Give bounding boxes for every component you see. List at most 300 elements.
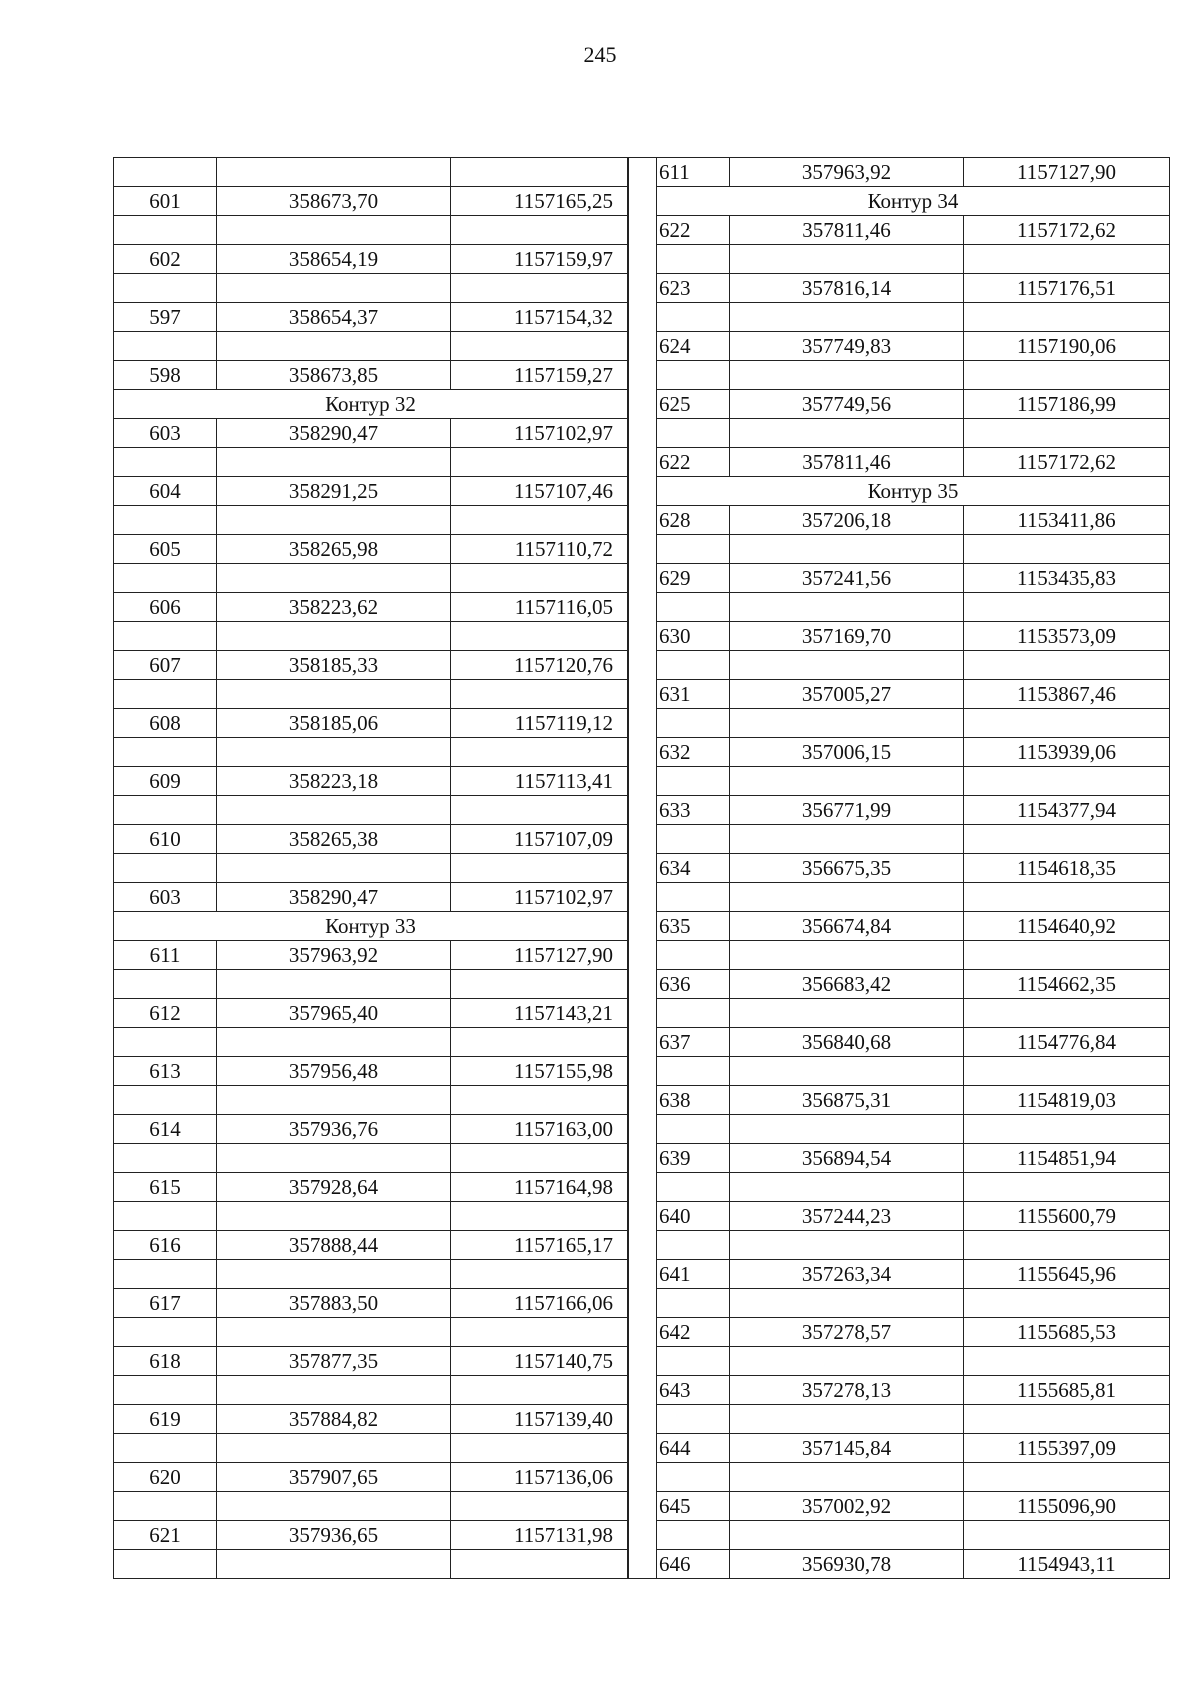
point-number-cell: 613 — [114, 1057, 217, 1086]
point-number-cell — [657, 535, 730, 564]
point-number-cell: 634 — [657, 854, 730, 883]
y-coordinate-cell — [451, 1202, 628, 1231]
point-number-cell: 629 — [657, 564, 730, 593]
point-number-cell — [657, 999, 730, 1028]
table-row — [114, 709, 628, 738]
point-number-cell — [114, 1318, 217, 1347]
point-number-cell: 612 — [114, 999, 217, 1028]
x-coordinate-cell: 357956,48 — [217, 1057, 451, 1086]
y-coordinate-cell — [451, 1434, 628, 1463]
x-coordinate-cell: 357811,46 — [730, 448, 964, 477]
point-number-cell — [114, 854, 217, 883]
point-number-cell — [114, 1376, 217, 1405]
point-number-cell: 618 — [114, 1347, 217, 1376]
x-coordinate-cell — [217, 506, 451, 535]
table-row — [657, 1492, 1170, 1521]
y-coordinate-cell: 1157116,05 — [451, 593, 628, 622]
table-row — [657, 709, 1170, 738]
x-coordinate-cell: 356930,78 — [730, 1550, 964, 1579]
table-row — [114, 564, 628, 593]
point-number-cell — [114, 970, 217, 999]
point-number-cell — [657, 1115, 730, 1144]
point-number-cell — [114, 1550, 217, 1579]
point-number-cell: 622 — [657, 448, 730, 477]
table-row — [114, 680, 628, 709]
table-row — [114, 419, 628, 448]
y-coordinate-cell: 1157143,21 — [451, 999, 628, 1028]
table-row — [657, 1434, 1170, 1463]
x-coordinate-cell: 356840,68 — [730, 1028, 964, 1057]
point-number-cell: 630 — [657, 622, 730, 651]
x-coordinate-cell — [730, 883, 964, 912]
table-row — [657, 738, 1170, 767]
y-coordinate-cell — [451, 332, 628, 361]
column-gap — [628, 157, 656, 1579]
x-coordinate-cell: 356875,31 — [730, 1086, 964, 1115]
point-number-cell: 606 — [114, 593, 217, 622]
x-coordinate-cell — [217, 1492, 451, 1521]
y-coordinate-cell — [964, 1289, 1170, 1318]
x-coordinate-cell: 358654,19 — [217, 245, 451, 274]
point-number-cell: 609 — [114, 767, 217, 796]
x-coordinate-cell — [730, 709, 964, 738]
x-coordinate-cell — [730, 419, 964, 448]
point-number-cell: 628 — [657, 506, 730, 535]
y-coordinate-cell: 1155397,09 — [964, 1434, 1170, 1463]
table-row — [114, 245, 628, 274]
x-coordinate-cell — [217, 970, 451, 999]
point-number-cell: 639 — [657, 1144, 730, 1173]
x-coordinate-cell: 357749,56 — [730, 390, 964, 419]
y-coordinate-cell — [451, 1144, 628, 1173]
point-number-cell — [114, 332, 217, 361]
table-row — [657, 1289, 1170, 1318]
x-coordinate-cell — [217, 158, 451, 187]
y-coordinate-cell: 1157190,06 — [964, 332, 1170, 361]
table-row — [114, 1260, 628, 1289]
contour-label: Контур 35 — [657, 477, 1170, 506]
y-coordinate-cell — [964, 651, 1170, 680]
point-number-cell: 646 — [657, 1550, 730, 1579]
table-row — [114, 738, 628, 767]
table-row — [657, 216, 1170, 245]
x-coordinate-cell: 357963,92 — [217, 941, 451, 970]
table-row — [657, 680, 1170, 709]
table-row — [657, 1028, 1170, 1057]
x-coordinate-cell: 357169,70 — [730, 622, 964, 651]
table-row — [657, 622, 1170, 651]
table-row — [657, 390, 1170, 419]
table-row — [657, 1144, 1170, 1173]
y-coordinate-cell — [964, 1115, 1170, 1144]
point-number-cell: 641 — [657, 1260, 730, 1289]
table-row — [114, 1405, 628, 1434]
contour-label: Контур 34 — [657, 187, 1170, 216]
y-coordinate-cell: 1155685,53 — [964, 1318, 1170, 1347]
point-number-cell: 622 — [657, 216, 730, 245]
table-row — [657, 506, 1170, 535]
point-number-cell — [657, 709, 730, 738]
x-coordinate-cell — [217, 680, 451, 709]
y-coordinate-cell — [451, 738, 628, 767]
y-coordinate-cell: 1157119,12 — [451, 709, 628, 738]
point-number-cell: 610 — [114, 825, 217, 854]
point-number-cell: 598 — [114, 361, 217, 390]
y-coordinate-cell: 1155600,79 — [964, 1202, 1170, 1231]
y-coordinate-cell: 1155645,96 — [964, 1260, 1170, 1289]
point-number-cell: 638 — [657, 1086, 730, 1115]
y-coordinate-cell — [451, 1318, 628, 1347]
x-coordinate-cell: 358673,70 — [217, 187, 451, 216]
y-coordinate-cell: 1157176,51 — [964, 274, 1170, 303]
y-coordinate-cell: 1157166,06 — [451, 1289, 628, 1318]
x-coordinate-cell — [217, 1086, 451, 1115]
x-coordinate-cell — [730, 999, 964, 1028]
y-coordinate-cell: 1157164,98 — [451, 1173, 628, 1202]
y-coordinate-cell: 1157107,09 — [451, 825, 628, 854]
point-number-cell: 631 — [657, 680, 730, 709]
point-number-cell: 617 — [114, 1289, 217, 1318]
table-row — [114, 1347, 628, 1376]
point-number-cell — [657, 303, 730, 332]
table-row — [114, 1115, 628, 1144]
x-coordinate-cell: 358185,33 — [217, 651, 451, 680]
y-coordinate-cell: 1157172,62 — [964, 448, 1170, 477]
point-number-cell — [114, 274, 217, 303]
point-number-cell: 616 — [114, 1231, 217, 1260]
x-coordinate-cell: 357877,35 — [217, 1347, 451, 1376]
point-number-cell: 643 — [657, 1376, 730, 1405]
point-number-cell: 607 — [114, 651, 217, 680]
y-coordinate-cell: 1157102,97 — [451, 419, 628, 448]
y-coordinate-cell: 1157155,98 — [451, 1057, 628, 1086]
y-coordinate-cell: 1153411,86 — [964, 506, 1170, 535]
table-row — [114, 1144, 628, 1173]
y-coordinate-cell: 1153939,06 — [964, 738, 1170, 767]
point-number-cell: 597 — [114, 303, 217, 332]
point-number-cell: 640 — [657, 1202, 730, 1231]
table-row — [657, 883, 1170, 912]
x-coordinate-cell: 356771,99 — [730, 796, 964, 825]
point-number-cell: 602 — [114, 245, 217, 274]
y-coordinate-cell — [451, 680, 628, 709]
point-number-cell: 604 — [114, 477, 217, 506]
table-row — [657, 1376, 1170, 1405]
x-coordinate-cell — [217, 448, 451, 477]
point-number-cell: 611 — [657, 158, 730, 187]
table-row — [114, 1086, 628, 1115]
y-coordinate-cell — [451, 854, 628, 883]
page-number: 245 — [583, 42, 617, 67]
table-row — [657, 1318, 1170, 1347]
y-coordinate-cell: 1157113,41 — [451, 767, 628, 796]
table-row — [657, 1202, 1170, 1231]
y-coordinate-cell: 1157159,97 — [451, 245, 628, 274]
x-coordinate-cell: 357006,15 — [730, 738, 964, 767]
table-row — [114, 1202, 628, 1231]
y-coordinate-cell: 1153867,46 — [964, 680, 1170, 709]
contour-label: Контур 32 — [114, 390, 628, 419]
x-coordinate-cell — [730, 651, 964, 680]
x-coordinate-cell — [730, 1289, 964, 1318]
x-coordinate-cell — [730, 941, 964, 970]
x-coordinate-cell: 357002,92 — [730, 1492, 964, 1521]
table-row — [114, 941, 628, 970]
y-coordinate-cell — [964, 1057, 1170, 1086]
point-number-cell — [114, 680, 217, 709]
y-coordinate-cell — [451, 1376, 628, 1405]
x-coordinate-cell — [217, 622, 451, 651]
table-row — [657, 941, 1170, 970]
x-coordinate-cell: 357206,18 — [730, 506, 964, 535]
table-row — [657, 448, 1170, 477]
point-number-cell — [657, 419, 730, 448]
table-row — [657, 912, 1170, 941]
y-coordinate-cell — [451, 158, 628, 187]
point-number-cell — [657, 1405, 730, 1434]
x-coordinate-cell: 358223,18 — [217, 767, 451, 796]
x-coordinate-cell: 357811,46 — [730, 216, 964, 245]
x-coordinate-cell: 358185,06 — [217, 709, 451, 738]
y-coordinate-cell — [451, 1086, 628, 1115]
table-row — [114, 477, 628, 506]
point-number-cell — [114, 1144, 217, 1173]
table-row — [114, 361, 628, 390]
table-row — [657, 1173, 1170, 1202]
x-coordinate-cell — [217, 274, 451, 303]
y-coordinate-cell: 1157102,97 — [451, 883, 628, 912]
table-row — [657, 1260, 1170, 1289]
table-row — [114, 1550, 628, 1579]
x-coordinate-cell — [730, 825, 964, 854]
x-coordinate-cell — [730, 767, 964, 796]
y-coordinate-cell: 1157165,17 — [451, 1231, 628, 1260]
point-number-cell — [114, 1260, 217, 1289]
y-coordinate-cell: 1157186,99 — [964, 390, 1170, 419]
x-coordinate-cell: 357884,82 — [217, 1405, 451, 1434]
y-coordinate-cell — [451, 796, 628, 825]
x-coordinate-cell: 356674,84 — [730, 912, 964, 941]
y-coordinate-cell — [451, 216, 628, 245]
x-coordinate-cell: 357928,64 — [217, 1173, 451, 1202]
table-row — [657, 1463, 1170, 1492]
x-coordinate-cell: 357241,56 — [730, 564, 964, 593]
point-number-cell — [657, 1231, 730, 1260]
table-row — [114, 651, 628, 680]
point-number-cell — [657, 361, 730, 390]
point-number-cell: 623 — [657, 274, 730, 303]
table-row — [657, 999, 1170, 1028]
contour-header-row — [657, 477, 1170, 506]
table-row — [114, 448, 628, 477]
table-row — [657, 796, 1170, 825]
table-row — [114, 883, 628, 912]
table-row — [114, 1028, 628, 1057]
y-coordinate-cell: 1154377,94 — [964, 796, 1170, 825]
contour-header-row — [114, 912, 628, 941]
x-coordinate-cell: 357888,44 — [217, 1231, 451, 1260]
x-coordinate-cell: 357278,13 — [730, 1376, 964, 1405]
table-row — [114, 158, 628, 187]
y-coordinate-cell — [451, 622, 628, 651]
point-number-cell — [114, 796, 217, 825]
x-coordinate-cell: 358223,62 — [217, 593, 451, 622]
y-coordinate-cell — [451, 1260, 628, 1289]
point-number-cell: 642 — [657, 1318, 730, 1347]
y-coordinate-cell — [964, 767, 1170, 796]
x-coordinate-cell — [730, 535, 964, 564]
x-coordinate-cell: 357883,50 — [217, 1289, 451, 1318]
y-coordinate-cell: 1157172,62 — [964, 216, 1170, 245]
table-row — [657, 1086, 1170, 1115]
x-coordinate-cell — [217, 796, 451, 825]
point-number-cell — [114, 1202, 217, 1231]
x-coordinate-cell: 358265,98 — [217, 535, 451, 564]
y-coordinate-cell — [964, 303, 1170, 332]
y-coordinate-cell — [964, 419, 1170, 448]
y-coordinate-cell — [451, 970, 628, 999]
x-coordinate-cell: 358654,37 — [217, 303, 451, 332]
x-coordinate-cell: 357907,65 — [217, 1463, 451, 1492]
y-coordinate-cell: 1154943,11 — [964, 1550, 1170, 1579]
point-number-cell: 624 — [657, 332, 730, 361]
y-coordinate-cell — [451, 1028, 628, 1057]
point-number-cell — [657, 883, 730, 912]
point-number-cell — [657, 1521, 730, 1550]
table-row — [114, 1376, 628, 1405]
point-number-cell: 603 — [114, 419, 217, 448]
x-coordinate-cell: 356894,54 — [730, 1144, 964, 1173]
y-coordinate-cell: 1157127,90 — [451, 941, 628, 970]
y-coordinate-cell — [451, 564, 628, 593]
y-coordinate-cell — [964, 1231, 1170, 1260]
x-coordinate-cell — [730, 1347, 964, 1376]
table-row — [114, 1434, 628, 1463]
table-row — [657, 274, 1170, 303]
table-row — [657, 854, 1170, 883]
contour-header-row — [114, 390, 628, 419]
y-coordinate-cell — [964, 709, 1170, 738]
point-number-cell: 632 — [657, 738, 730, 767]
table-row — [114, 593, 628, 622]
y-coordinate-cell — [964, 535, 1170, 564]
table-row — [114, 622, 628, 651]
y-coordinate-cell: 1157140,75 — [451, 1347, 628, 1376]
y-coordinate-cell — [964, 941, 1170, 970]
point-number-cell — [657, 1057, 730, 1086]
x-coordinate-cell — [217, 1144, 451, 1173]
x-coordinate-cell — [217, 854, 451, 883]
x-coordinate-cell — [217, 1028, 451, 1057]
point-number-cell — [657, 941, 730, 970]
x-coordinate-cell — [217, 216, 451, 245]
x-coordinate-cell — [730, 361, 964, 390]
x-coordinate-cell: 358265,38 — [217, 825, 451, 854]
y-coordinate-cell — [964, 1347, 1170, 1376]
y-coordinate-cell: 1157110,72 — [451, 535, 628, 564]
table-row — [114, 1057, 628, 1086]
x-coordinate-cell — [217, 1318, 451, 1347]
table-row — [657, 1550, 1170, 1579]
point-number-cell: 633 — [657, 796, 730, 825]
table-row — [114, 216, 628, 245]
x-coordinate-cell — [730, 1173, 964, 1202]
x-coordinate-cell — [730, 1115, 964, 1144]
coordinates-table-left — [113, 157, 628, 1579]
table-row — [657, 1521, 1170, 1550]
x-coordinate-cell: 357963,92 — [730, 158, 964, 187]
x-coordinate-cell — [217, 738, 451, 767]
y-coordinate-cell: 1153573,09 — [964, 622, 1170, 651]
x-coordinate-cell: 358290,47 — [217, 883, 451, 912]
point-number-cell: 601 — [114, 187, 217, 216]
x-coordinate-cell — [730, 245, 964, 274]
x-coordinate-cell — [730, 1231, 964, 1260]
table-row — [114, 332, 628, 361]
point-number-cell — [657, 825, 730, 854]
table-row — [114, 1173, 628, 1202]
table-row — [657, 970, 1170, 999]
table-row — [114, 1231, 628, 1260]
point-number-cell — [657, 1289, 730, 1318]
point-number-cell — [657, 767, 730, 796]
table-row — [657, 1057, 1170, 1086]
point-number-cell — [114, 216, 217, 245]
y-coordinate-cell: 1157165,25 — [451, 187, 628, 216]
y-coordinate-cell: 1154776,84 — [964, 1028, 1170, 1057]
coordinates-table — [113, 157, 1170, 1579]
x-coordinate-cell: 357005,27 — [730, 680, 964, 709]
x-coordinate-cell — [730, 1057, 964, 1086]
table-row — [657, 535, 1170, 564]
x-coordinate-cell: 357244,23 — [730, 1202, 964, 1231]
point-number-cell — [657, 593, 730, 622]
table-row — [657, 245, 1170, 274]
table-row — [114, 1521, 628, 1550]
point-number-cell — [114, 506, 217, 535]
y-coordinate-cell — [451, 274, 628, 303]
point-number-cell — [114, 1492, 217, 1521]
x-coordinate-cell — [730, 593, 964, 622]
y-coordinate-cell — [964, 1173, 1170, 1202]
y-coordinate-cell — [964, 245, 1170, 274]
table-row — [657, 564, 1170, 593]
y-coordinate-cell — [451, 506, 628, 535]
table-row — [657, 825, 1170, 854]
y-coordinate-cell — [964, 825, 1170, 854]
table-row — [114, 825, 628, 854]
point-number-cell — [114, 1086, 217, 1115]
x-coordinate-cell: 357145,84 — [730, 1434, 964, 1463]
x-coordinate-cell: 357936,65 — [217, 1521, 451, 1550]
y-coordinate-cell: 1155096,90 — [964, 1492, 1170, 1521]
table-row — [114, 303, 628, 332]
x-coordinate-cell: 357278,57 — [730, 1318, 964, 1347]
point-number-cell — [114, 1434, 217, 1463]
x-coordinate-cell: 356675,35 — [730, 854, 964, 883]
point-number-cell — [114, 448, 217, 477]
table-row — [657, 1231, 1170, 1260]
y-coordinate-cell: 1157127,90 — [964, 158, 1170, 187]
y-coordinate-cell — [964, 1463, 1170, 1492]
table-row — [114, 767, 628, 796]
x-coordinate-cell — [217, 1376, 451, 1405]
table-row — [657, 1347, 1170, 1376]
coordinates-table-right — [656, 157, 1170, 1579]
y-coordinate-cell: 1157136,06 — [451, 1463, 628, 1492]
x-coordinate-cell: 357749,83 — [730, 332, 964, 361]
table-row — [657, 361, 1170, 390]
